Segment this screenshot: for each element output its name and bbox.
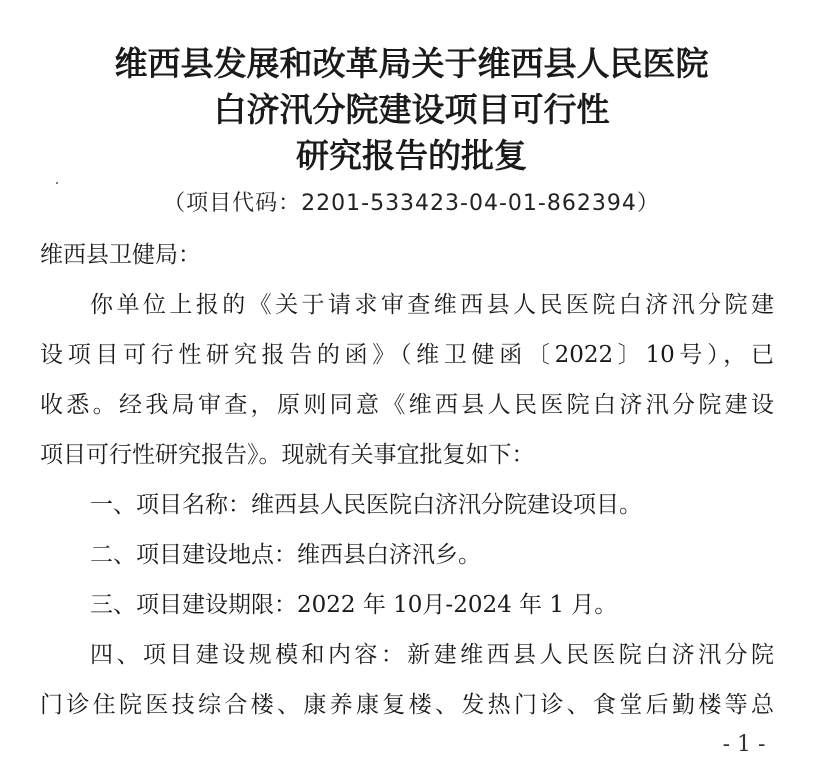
list-item-project-name: 一、项目名称：维西县人民医院白济汛分院建设项目。 — [90, 492, 642, 518]
page-number: - 1 - — [722, 732, 766, 757]
list-item-project-scope-continued: 门诊住院医技综合楼、康养康复楼、发热门诊、食堂后勤楼等总 — [40, 692, 774, 718]
document-title-line-3: 研究报告的批复 — [296, 136, 527, 175]
paragraph-line: 你单位上报的《关于请求审查维西县人民医院白济汛分院建 — [90, 292, 774, 318]
list-item-project-location: 二、项目建设地点：维西县白济汛乡。 — [90, 542, 481, 568]
paragraph-line: 项目可行性研究报告》。现就有关事宜批复如下： — [40, 442, 535, 468]
addressee: 维西县卫健局： — [40, 242, 201, 268]
list-item-project-period: 三、项目建设期限：2022 年 10月-2024 年 1 月。 — [90, 592, 618, 618]
paragraph-line: 设项目可行性研究报告的函》（维卫健函〔2022〕10号），已 — [40, 342, 774, 368]
document-title-line-1: 维西县发展和改革局关于维西县人民医院 — [114, 44, 709, 83]
scan-speck — [56, 182, 58, 184]
project-code: （项目代码：2201-533423-04-01-862394） — [163, 191, 660, 216]
list-item-project-scope: 四、项目建设规模和内容：新建维西县人民医院白济汛分院 — [90, 642, 774, 668]
paragraph-line: 收悉。经我局审查，原则同意《维西县人民医院白济汛分院建设 — [40, 392, 774, 418]
document-title-line-2: 白济汛分院建设项目可行性 — [213, 90, 610, 129]
